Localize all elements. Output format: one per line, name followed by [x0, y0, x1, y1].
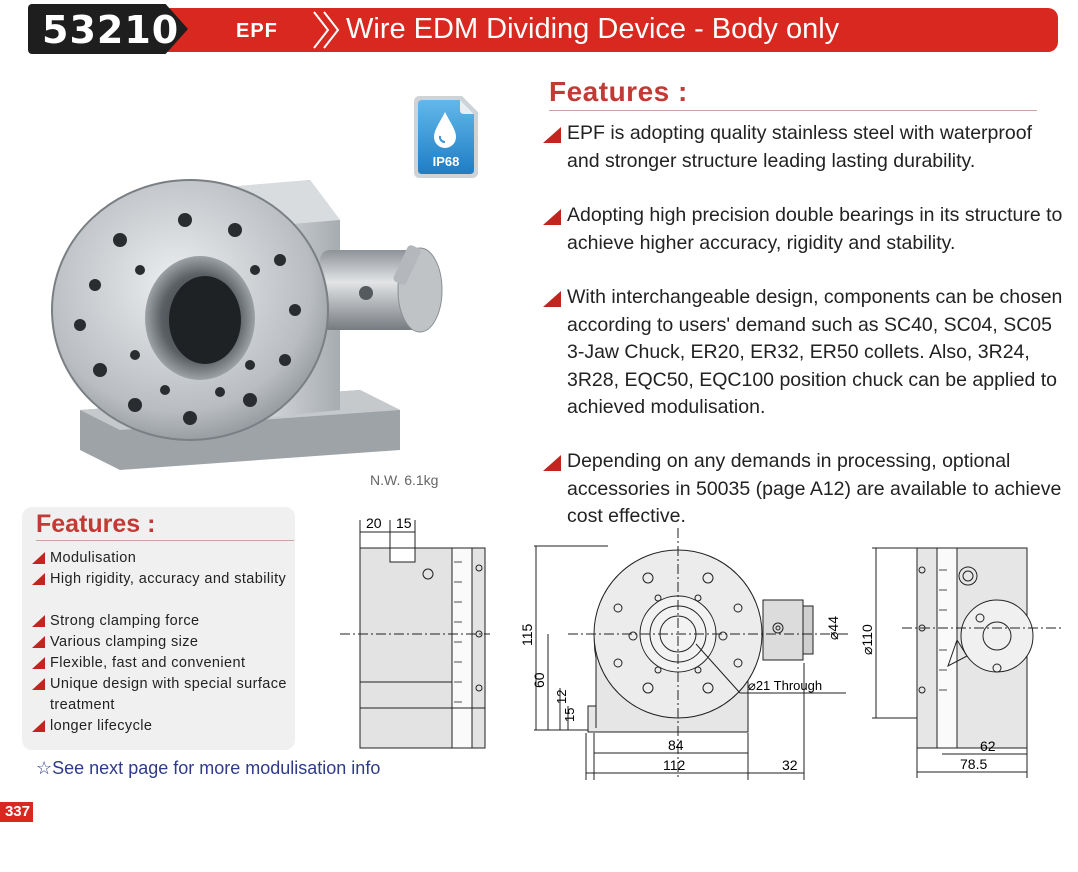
svg-text:12: 12	[554, 689, 569, 704]
svg-text:15: 15	[396, 515, 412, 531]
svg-text:60: 60	[531, 672, 547, 688]
heading-divider	[549, 110, 1037, 111]
bullet-triangle-icon	[543, 455, 561, 471]
chevron-right-icon	[310, 10, 346, 50]
svg-text:62: 62	[980, 738, 996, 754]
bullet-triangle-icon	[32, 636, 45, 648]
list-item: Modulisation	[32, 548, 294, 569]
list-item: High rigidity, accuracy and stability	[32, 569, 294, 590]
svg-text:IP68: IP68	[432, 154, 460, 169]
page-title: Wire EDM Dividing Device - Body only	[346, 13, 840, 45]
list-item: Various clamping size	[32, 632, 294, 653]
svg-text:115: 115	[519, 623, 535, 646]
bullet-triangle-icon	[543, 127, 561, 143]
net-weight: N.W. 6.1kg	[370, 472, 439, 488]
see-next-page-note: ☆See next page for more modulisation info	[36, 758, 381, 778]
svg-text:15: 15	[562, 707, 577, 722]
bullet-triangle-icon	[32, 615, 45, 627]
front-view-drawing	[508, 528, 858, 788]
svg-text:84: 84	[668, 737, 684, 753]
svg-text:⌀21 Through: ⌀21 Through	[748, 678, 823, 693]
svg-text:32: 32	[782, 757, 798, 773]
bullet-triangle-icon	[32, 657, 45, 669]
bullet-triangle-icon	[32, 720, 45, 732]
svg-text:⌀110: ⌀110	[859, 624, 875, 655]
list-item: longer lifecycle	[32, 716, 294, 737]
page-number: 337	[0, 802, 33, 822]
feature-item: EPF is adopting quality stainless steel with waterproof and stronger structure leading lasting durability.	[543, 120, 1063, 175]
list-item: Strong clamping force	[32, 611, 294, 632]
features-heading-left: Features :	[36, 510, 156, 538]
bullet-triangle-icon	[32, 552, 45, 564]
rear-view-drawing	[859, 540, 1062, 790]
svg-text:112: 112	[663, 757, 686, 773]
bullet-triangle-icon	[32, 678, 45, 690]
feature-item: Adopting high precision double bearings in its structure to achieve higher accuracy, rigidity and stability.	[543, 202, 1063, 257]
svg-text:78.5: 78.5	[960, 756, 988, 772]
bullet-triangle-icon	[32, 573, 45, 585]
list-item: Unique design with special surface treatment	[32, 674, 294, 715]
bullet-triangle-icon	[543, 291, 561, 307]
list-item: Flexible, fast and convenient	[32, 653, 294, 674]
heading-divider	[36, 540, 294, 541]
feature-item: With interchangeable design, components can be chosen according to users' demand such as SC40, SC04, SC05 3-Jaw Chuck, ER20, ER32, ER50 collets. Also, 3R24, 3R28, EQC50, EQC100 position chuck can be applied to achieved modulisation.	[543, 284, 1063, 422]
header-banner	[0, 0, 1078, 56]
side-view-drawing	[340, 512, 490, 762]
product-photo	[40, 160, 480, 480]
svg-text:20: 20	[366, 515, 382, 531]
product-code: 53210	[42, 8, 180, 52]
features-heading-right: Features :	[549, 76, 688, 107]
bullet-triangle-icon	[543, 209, 561, 225]
series-label: EPF	[236, 20, 278, 42]
feature-item: Depending on any demands in processing, optional accessories in 50035 (page A12) are available to achieve cost effective.	[543, 448, 1063, 531]
svg-text:⌀44: ⌀44	[825, 615, 841, 640]
